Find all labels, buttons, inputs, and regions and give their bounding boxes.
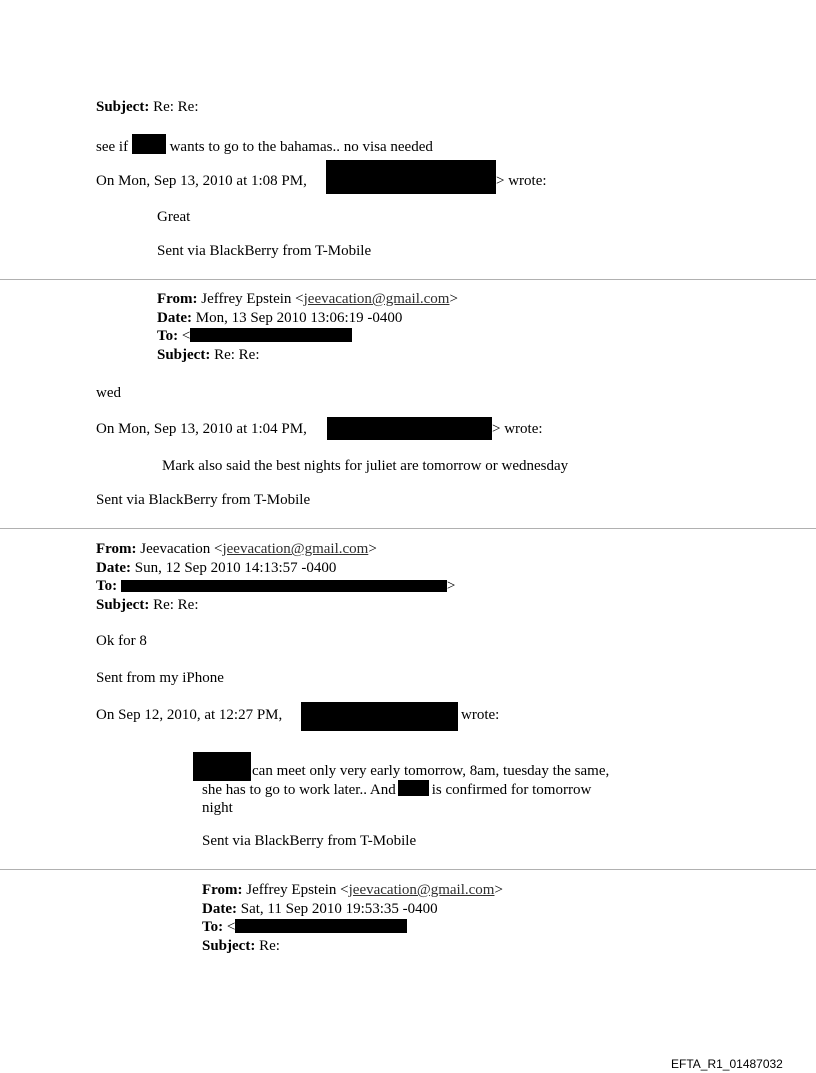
msg2-quoted-line: Mark also said the best nights for juliet are tomorrow or wednesday xyxy=(162,458,569,474)
msg3-quote-intro: On Sep 12, 2010, at 12:27 PM, xyxy=(96,707,283,723)
msg2-quote-suffix: > wrote: xyxy=(492,421,543,437)
msg3-to-row xyxy=(96,577,455,596)
msg3-quoted-signature: Sent via BlackBerry from T-Mobile xyxy=(202,833,417,849)
redaction-block xyxy=(132,134,166,154)
msg3-subject-row xyxy=(96,596,455,615)
msg4-subject-value: Re: xyxy=(259,937,280,954)
msg4-date-value: Sat, 11 Sep 2010 19:53:35 -0400 xyxy=(240,900,438,917)
msg3-date-row xyxy=(96,559,455,578)
msg4-from-label: From: xyxy=(202,882,243,898)
msg3-quoted-line2-before: she has to go to work later.. And xyxy=(202,782,396,798)
redaction-block xyxy=(326,160,496,194)
msg3-quoted-line2-after: is confirmed for tomorrow xyxy=(431,782,592,798)
msg4-header xyxy=(202,881,503,955)
msg1-body-after: wants to go to the bahamas.. no visa needed xyxy=(169,139,433,155)
document-id: EFTA_R1_01487032 xyxy=(671,1057,783,1071)
msg2-from-label: From: xyxy=(157,291,198,307)
redaction-block xyxy=(121,580,447,592)
msg3-to-label: To: xyxy=(96,578,118,594)
msg2-from-email-link[interactable]: jeevacation@gmail.com xyxy=(303,291,450,307)
msg1-subject-value: Re: Re: xyxy=(153,99,199,115)
separator-rule xyxy=(0,528,816,529)
msg1-subject-label: Subject: xyxy=(96,99,150,115)
msg1-quoted-line1: Great xyxy=(157,209,191,225)
msg2-body: wed xyxy=(96,385,121,401)
msg3-from-row xyxy=(96,540,455,559)
msg2-signature: Sent via BlackBerry from T-Mobile xyxy=(96,492,311,508)
msg3-quoted-line1: can meet only very early tomorrow, 8am, tuesday the same, xyxy=(252,763,610,779)
msg1-quoted-line2: Sent via BlackBerry from T-Mobile xyxy=(157,243,372,259)
redaction-block xyxy=(398,780,429,796)
msg4-date-row xyxy=(202,900,503,919)
separator-rule xyxy=(0,869,816,870)
msg2-subject-label: Subject: xyxy=(157,346,211,363)
msg3-header xyxy=(96,540,455,614)
msg3-to-suffix: > xyxy=(446,578,456,594)
msg3-signature: Sent from my iPhone xyxy=(96,670,224,686)
msg2-to-prefix: < xyxy=(181,328,191,344)
msg2-to-label: To: xyxy=(157,328,179,344)
msg3-quoted-line3: night xyxy=(202,800,233,816)
msg2-from-close: > xyxy=(449,291,458,307)
msg4-to-row xyxy=(202,918,503,937)
redaction-block xyxy=(301,702,458,731)
msg3-date-label: Date: xyxy=(96,559,131,576)
msg4-from-close: > xyxy=(494,882,503,898)
redaction-block xyxy=(193,752,251,781)
msg2-from-name: Jeffrey Epstein < xyxy=(201,291,304,307)
msg2-from-row xyxy=(157,290,458,309)
redaction-block xyxy=(327,417,492,440)
msg3-from-label: From: xyxy=(96,541,137,557)
msg2-quote-intro: On Mon, Sep 13, 2010 at 1:04 PM, xyxy=(96,421,307,437)
msg3-subject-label: Subject: xyxy=(96,596,150,613)
msg1-body-line xyxy=(96,134,433,156)
msg4-from-email-link[interactable]: jeevacation@gmail.com xyxy=(348,882,495,898)
redaction-block xyxy=(190,328,352,342)
msg1-subject-line xyxy=(96,98,199,116)
msg2-subject-value: Re: Re: xyxy=(214,346,260,363)
separator-rule xyxy=(0,279,816,280)
msg4-date-label: Date: xyxy=(202,900,237,917)
msg3-quote-suffix: wrote: xyxy=(461,707,500,723)
msg2-date-value: Mon, 13 Sep 2010 13:06:19 -0400 xyxy=(195,309,403,326)
msg2-date-row xyxy=(157,309,458,328)
msg3-quoted-line2 xyxy=(202,780,591,799)
msg3-subject-value: Re: Re: xyxy=(153,596,199,613)
msg4-to-prefix: < xyxy=(226,919,236,935)
msg2-to-row xyxy=(157,327,458,346)
redaction-block xyxy=(235,919,407,933)
msg2-subject-row xyxy=(157,346,458,365)
msg2-date-label: Date: xyxy=(157,309,192,326)
msg3-body: Ok for 8 xyxy=(96,633,147,649)
msg4-from-row xyxy=(202,881,503,900)
msg4-subject-row xyxy=(202,937,503,956)
msg1-quote-suffix: > wrote: xyxy=(496,173,547,189)
msg4-subject-label: Subject: xyxy=(202,937,256,954)
msg4-from-name: Jeffrey Epstein < xyxy=(246,882,349,898)
msg2-header xyxy=(157,290,458,364)
msg3-from-email-link[interactable]: jeevacation@gmail.com xyxy=(222,541,369,557)
msg1-quote-intro: On Mon, Sep 13, 2010 at 1:08 PM, xyxy=(96,173,307,189)
msg3-from-name: Jeevacation < xyxy=(140,541,223,557)
msg1-quote-intro-line xyxy=(96,172,307,190)
msg3-date-value: Sun, 12 Sep 2010 14:13:57 -0400 xyxy=(134,559,337,576)
msg3-from-close: > xyxy=(368,541,377,557)
msg1-body-before: see if xyxy=(96,139,129,155)
msg4-to-label: To: xyxy=(202,919,224,935)
